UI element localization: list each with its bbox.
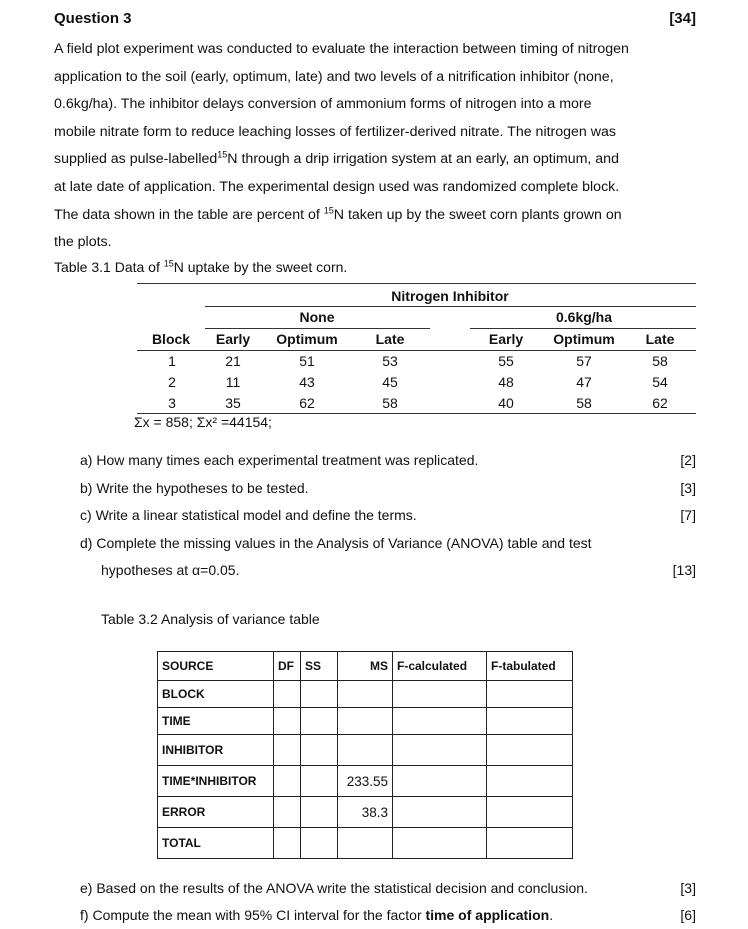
f-calculated-cell[interactable]	[393, 766, 487, 797]
intro-line: the plots.	[54, 234, 112, 251]
question-label: c)	[80, 507, 92, 523]
group-header: Nitrogen Inhibitor	[391, 288, 509, 304]
question-marks: [3]	[680, 880, 696, 896]
intro-line: 0.6kg/ha). The inhibitor delays conversion of ammonium forms of nitrogen into a more	[54, 96, 592, 113]
table-rule	[137, 283, 696, 284]
ss-cell[interactable]	[301, 828, 338, 859]
anova-row	[158, 797, 573, 828]
question-item	[80, 507, 417, 523]
value-cell: 62	[652, 395, 668, 411]
ms-cell[interactable]	[338, 708, 393, 735]
level-header-inhibitor: 0.6kg/ha	[555, 309, 613, 325]
ss-cell[interactable]	[301, 797, 338, 828]
header-f-calculated: F-calculated	[393, 652, 487, 681]
f-calculated-cell[interactable]	[393, 708, 487, 735]
f-tabulated-cell[interactable]	[487, 766, 573, 797]
value-cell: 40	[498, 395, 514, 411]
value-cell: 51	[299, 353, 315, 369]
isotope-superscript: 15	[163, 258, 174, 269]
value-cell: 35	[225, 395, 241, 411]
anova-row	[158, 708, 573, 735]
question-label: e)	[80, 880, 93, 896]
value-cell: 58	[576, 395, 592, 411]
intro-line: mobile nitrate form to reduce leaching losses of fertilizer-derived nitrate. The nitrogen was	[54, 123, 616, 140]
table-rule	[470, 328, 696, 329]
question-item	[80, 480, 309, 496]
timing-header: Early	[215, 331, 251, 347]
timing-header: Early	[488, 331, 524, 347]
df-cell[interactable]	[274, 735, 301, 766]
question-label: d)	[80, 535, 93, 551]
value-cell: 53	[382, 353, 398, 369]
question-item	[80, 880, 588, 896]
block-header: Block	[151, 331, 191, 347]
value-cell: 55	[498, 353, 514, 369]
intro-line: application to the soil (early, optimum, late) and two levels of a nitrification inhibitor (none,	[54, 68, 614, 85]
anova-row	[158, 828, 573, 859]
f-tabulated-cell[interactable]	[487, 708, 573, 735]
timing-header: Optimum	[276, 331, 338, 347]
question-text: Compute the mean with 95% CI interval for the factor	[92, 907, 426, 923]
question-item	[80, 452, 478, 468]
table-rule	[205, 328, 430, 329]
isotope-superscript: 15	[323, 204, 334, 215]
uptake-table	[0, 0, 748, 440]
value-cell: 43	[299, 374, 315, 390]
ms-cell[interactable]	[338, 735, 393, 766]
timing-header: Late	[375, 331, 405, 347]
f-tabulated-cell[interactable]	[487, 797, 573, 828]
value-cell: 58	[652, 353, 668, 369]
question-marks: [13]	[672, 562, 696, 578]
question-text-continued: hypotheses at α=0.05.	[101, 562, 240, 578]
value-cell: 57	[576, 353, 592, 369]
df-cell[interactable]	[274, 708, 301, 735]
value-cell: 48	[498, 374, 514, 390]
question-text: Complete the missing values in the Analysis of Variance (ANOVA) table and test	[96, 535, 592, 551]
question-marks: [3]	[680, 480, 696, 496]
anova-table	[157, 651, 573, 859]
timing-header: Optimum	[553, 331, 615, 347]
intro-line-text: N through a drip irrigation system at an early, an optimum, and	[227, 151, 619, 168]
caption-text: Table 3.1 Data of	[54, 259, 164, 275]
question-text: Write a linear statistical model and define the terms.	[95, 507, 417, 523]
df-cell[interactable]	[274, 828, 301, 859]
source-cell: INHIBITOR	[158, 735, 274, 766]
value-cell: 58	[382, 395, 398, 411]
block-cell: 2	[168, 374, 176, 390]
source-cell: BLOCK	[158, 681, 274, 708]
header-ss: SS	[301, 652, 338, 681]
ms-cell[interactable]	[338, 828, 393, 859]
df-cell[interactable]	[274, 681, 301, 708]
f-calculated-cell[interactable]	[393, 828, 487, 859]
source-cell: TIME	[158, 708, 274, 735]
timing-header: Late	[645, 331, 675, 347]
question-item	[80, 907, 553, 923]
value-cell: 45	[382, 374, 398, 390]
value-cell: 11	[225, 374, 241, 390]
f-calculated-cell[interactable]	[393, 681, 487, 708]
ms-cell[interactable]	[338, 681, 393, 708]
level-header-none: None	[299, 309, 335, 325]
intro-line-text: The data shown in the table are percent of	[54, 206, 324, 223]
caption-text: N uptake by the sweet corn.	[173, 259, 348, 275]
question-marks: [6]	[680, 907, 696, 923]
intro-line-text: N taken up by the sweet corn plants grown on	[333, 206, 622, 223]
source-cell: TIME*INHIBITOR	[158, 766, 274, 797]
question-marks: [2]	[680, 452, 696, 468]
value-cell: 62	[299, 395, 315, 411]
df-cell[interactable]	[274, 766, 301, 797]
question-text: Based on the results of the ANOVA write the statistical decision and conclusion.	[96, 880, 588, 896]
f-tabulated-cell[interactable]	[487, 735, 573, 766]
f-tabulated-cell[interactable]	[487, 828, 573, 859]
value-cell: 47	[576, 374, 592, 390]
sums-line: Σx = 858; Σx² =44154;	[134, 414, 272, 430]
question-label: a)	[80, 452, 93, 468]
value-cell: 21	[225, 353, 241, 369]
ms-cell: 233.55	[338, 766, 393, 797]
f-calculated-cell[interactable]	[393, 797, 487, 828]
df-cell[interactable]	[274, 797, 301, 828]
question-label: b)	[80, 480, 93, 496]
question-item	[80, 535, 592, 551]
intro-line: A field plot experiment was conducted to evaluate the interaction between timing of nitrogen	[54, 41, 629, 57]
f-tabulated-cell[interactable]	[487, 681, 573, 708]
block-cell: 1	[168, 353, 176, 369]
ss-cell[interactable]	[301, 708, 338, 735]
table2-caption: Table 3.2 Analysis of variance table	[101, 611, 320, 627]
isotope-superscript: 15	[217, 149, 228, 160]
header-ms: MS	[338, 652, 393, 681]
intro-line: at late date of application. The experimental design used was randomized complete block.	[54, 178, 620, 195]
ss-cell[interactable]	[301, 766, 338, 797]
question-marks: [7]	[680, 507, 696, 523]
anova-header-row	[158, 652, 573, 681]
question-label: f)	[80, 907, 89, 923]
value-cell: 54	[652, 374, 668, 390]
ss-cell[interactable]	[301, 735, 338, 766]
block-cell: 3	[168, 395, 176, 411]
f-calculated-cell[interactable]	[393, 735, 487, 766]
source-cell: TOTAL	[158, 828, 274, 859]
table-rule	[137, 350, 696, 351]
table-rule	[205, 306, 696, 307]
header-f-tabulated: F-tabulated	[487, 652, 573, 681]
ss-cell[interactable]	[301, 681, 338, 708]
source-cell: ERROR	[158, 797, 274, 828]
anova-row	[158, 766, 573, 797]
question-text: How many times each experimental treatment was replicated.	[96, 452, 479, 468]
intro-line-text: supplied as pulse-labelled	[54, 151, 218, 168]
question-text: .	[549, 907, 554, 923]
question-marks: [34]	[669, 10, 696, 27]
question-text: Write the hypotheses to be tested.	[96, 480, 309, 496]
header-source: SOURCE	[158, 652, 274, 681]
anova-row	[158, 681, 573, 708]
ms-cell: 38.3	[338, 797, 393, 828]
header-df: DF	[274, 652, 301, 681]
question-title: Question 3	[54, 10, 132, 27]
anova-row	[158, 735, 573, 766]
question-emphasis: time of application	[425, 907, 550, 923]
